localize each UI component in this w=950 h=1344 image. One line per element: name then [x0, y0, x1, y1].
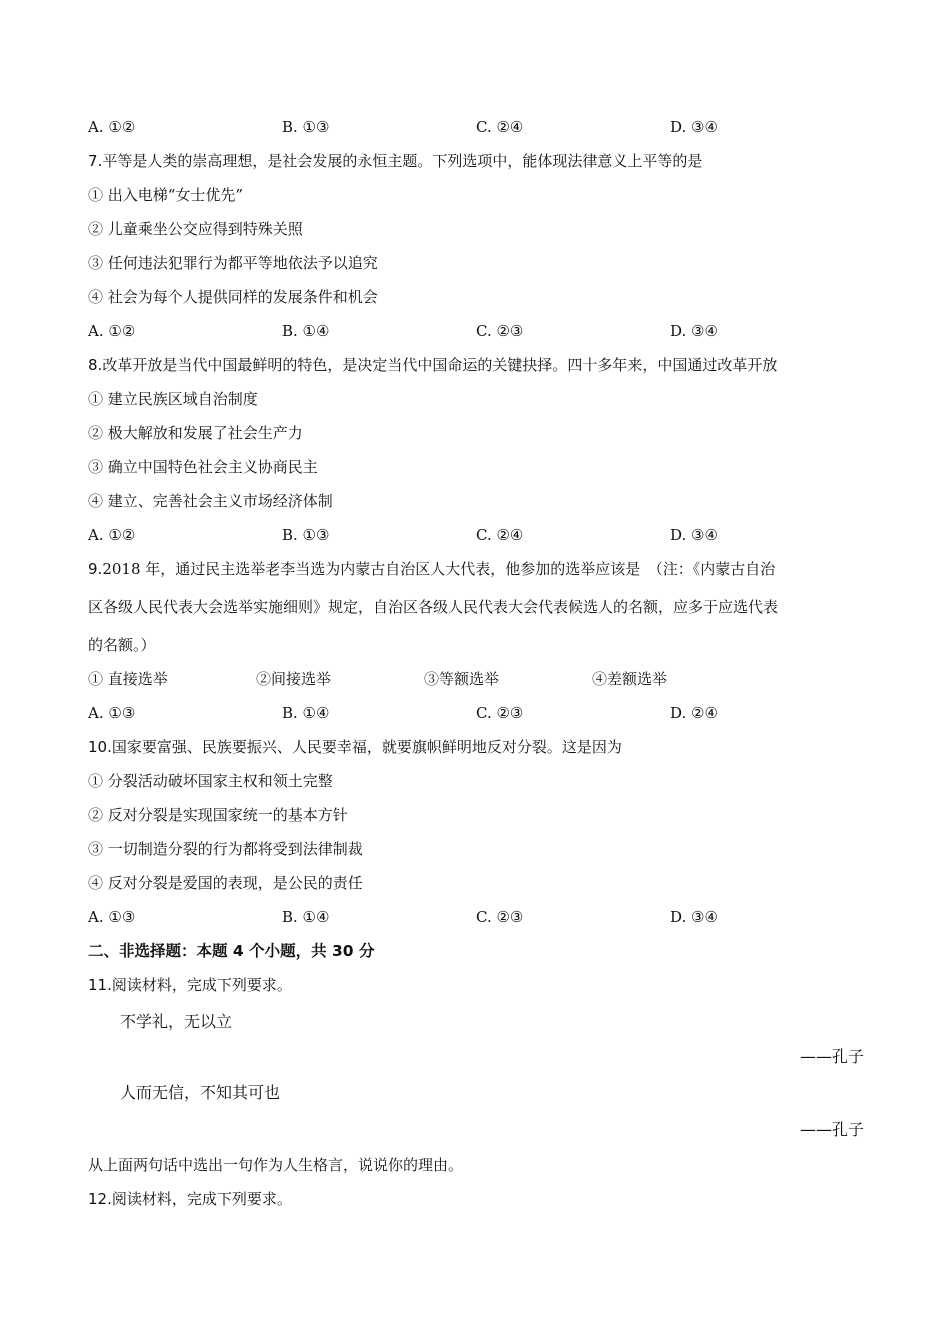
- q10-stem-text: 国家要富强、民族要振兴、人民要幸福，就要旗帜鲜明地反对分裂。这是因为: [111, 738, 622, 756]
- q7-option-a: A. ①②: [88, 322, 136, 340]
- q8-options: [88, 525, 868, 545]
- q9-item-3: ③等额选举: [424, 670, 500, 688]
- q7-number: 7.: [88, 152, 103, 170]
- q10-option-b: B. ①④: [282, 908, 330, 926]
- q8-stem-text: 改革开放是当代中国最鲜明的特色，是决定当代中国命运的关键抉择。四十多年来，中国通过改革开放: [102, 356, 778, 374]
- q8-item-3: ③ 确立中国特色社会主义协商民主: [88, 458, 318, 476]
- q7-option-d: D. ③④: [670, 322, 718, 340]
- q9-item-4: ④差额选举: [592, 670, 668, 688]
- q6-option-a: A. ①②: [88, 118, 136, 136]
- q7-stem: [88, 151, 702, 171]
- q6-option-c: C. ②④: [476, 118, 524, 136]
- q11-quote-1: 不学礼，无以立: [120, 1012, 233, 1031]
- q11-task: 从上面两句话中选出一句作为人生格言，说说你的理由。: [88, 1156, 464, 1174]
- q7-item-2: ② 儿童乘坐公交应得到特殊关照: [88, 220, 303, 238]
- q8-option-a: A. ①②: [88, 526, 136, 544]
- q12-number: 12.: [88, 1190, 112, 1208]
- q10-number: 10.: [88, 738, 112, 756]
- q9-item-1: ① 直接选举: [88, 670, 168, 688]
- q7-option-b: B. ①④: [282, 322, 330, 340]
- q11-number: 11.: [88, 976, 112, 994]
- q7-item-4: ④ 社会为每个人提供同样的发展条件和机会: [88, 288, 378, 306]
- q10-item-2: ② 反对分裂是实现国家统一的基本方针: [88, 806, 348, 824]
- q6-options: [88, 117, 868, 137]
- q8-item-1: ① 建立民族区域自治制度: [88, 390, 258, 408]
- q11-attribution-1: ——孔子: [799, 1047, 864, 1066]
- q8-option-b: B. ①③: [282, 526, 330, 544]
- q8-option-c: C. ②④: [476, 526, 524, 544]
- q9-items: [88, 669, 868, 689]
- q7-item-3: ③ 任何违法犯罪行为都平等地依法予以追究: [88, 254, 378, 272]
- q8-item-4: ④ 建立、完善社会主义市场经济体制: [88, 492, 333, 510]
- q9-option-c: C. ②③: [476, 704, 524, 722]
- q8-item-2: ② 极大解放和发展了社会生产力: [88, 424, 303, 442]
- q11-attribution-2: ——孔子: [799, 1120, 864, 1139]
- q9-stem-line-2: 区各级人民代表大会选举实施细则》规定，自治区各级人民代表大会代表候选人的名额，应多于应选代表: [88, 598, 779, 616]
- q9-option-a: A. ①③: [88, 704, 136, 722]
- q10-option-a: A. ①③: [88, 908, 136, 926]
- q10-options: [88, 907, 868, 927]
- section-2-heading: 二、非选择题：本题 4 个小题，共 30 分: [88, 942, 375, 960]
- q9-stem-text-1: 2018 年，通过民主选举老李当选为内蒙古自治区人大代表，他参加的选举应该是 （注：《内蒙古自治: [102, 560, 776, 578]
- q11-quote-2: 人而无信，不知其可也: [120, 1083, 281, 1102]
- q8-number: 8.: [88, 356, 103, 374]
- q10-item-3: ③ 一切制造分裂的行为都将受到法律制裁: [88, 840, 363, 858]
- q10-item-1: ① 分裂活动破坏国家主权和领土完整: [88, 772, 333, 790]
- q8-option-d: D. ③④: [670, 526, 718, 544]
- q6-option-d: D. ③④: [670, 118, 718, 136]
- q7-stem-text: 平等是人类的崇高理想，是社会发展的永恒主题。下列选项中，能体现法律意义上平等的是: [102, 152, 703, 170]
- q6-option-b: B. ①③: [282, 118, 330, 136]
- q11-stem-text: 阅读材料，完成下列要求。: [111, 976, 292, 994]
- q9-item-2: ②间接选举: [256, 670, 332, 688]
- q9-number: 9.: [88, 560, 103, 578]
- q10-stem: [88, 737, 622, 757]
- q10-option-d: D. ③④: [670, 908, 718, 926]
- q9-stem-line-3: 的名额。）: [88, 636, 156, 654]
- q11-stem: [88, 975, 292, 995]
- q8-stem: [88, 355, 777, 375]
- q12-stem: [88, 1189, 292, 1209]
- q7-option-c: C. ②③: [476, 322, 524, 340]
- q9-options: [88, 703, 868, 723]
- q10-option-c: C. ②③: [476, 908, 524, 926]
- q10-item-4: ④ 反对分裂是爱国的表现，是公民的责任: [88, 874, 363, 892]
- q9-option-d: D. ②④: [670, 704, 718, 722]
- q7-options: [88, 321, 868, 341]
- q7-item-1: ① 出入电梯“女士优先”: [88, 186, 244, 204]
- q9-stem-line-1: [88, 559, 775, 579]
- q12-stem-text: 阅读材料，完成下列要求。: [111, 1190, 292, 1208]
- q9-option-b: B. ①④: [282, 704, 330, 722]
